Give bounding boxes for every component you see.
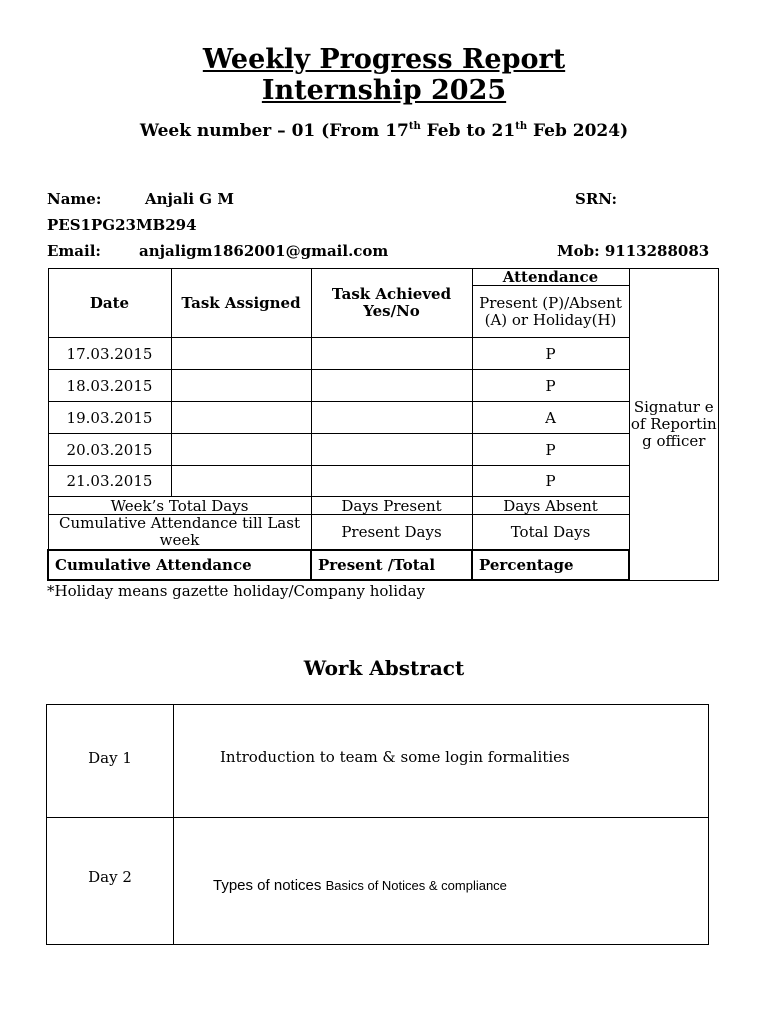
total-days: Total Days bbox=[472, 515, 629, 551]
days-present: Days Present bbox=[311, 497, 472, 515]
header-attendance-sub: Present (P)/Absent (A) or Holiday(H) bbox=[472, 286, 629, 338]
row-status: P bbox=[472, 466, 629, 497]
srn-label: SRN: bbox=[575, 190, 618, 208]
weeks-total-days: Week’s Total Days bbox=[48, 497, 311, 515]
cumulative-attendance: Cumulative Attendance bbox=[48, 550, 311, 580]
email-value: anjaligm1862001@gmail.com bbox=[139, 242, 389, 260]
row-status: A bbox=[472, 402, 629, 434]
table-row bbox=[48, 466, 718, 497]
name-value: Anjali G M bbox=[145, 190, 234, 208]
row-date: 19.03.2015 bbox=[48, 402, 171, 434]
row-date: 17.03.2015 bbox=[48, 338, 171, 370]
header-attendance: Attendance bbox=[472, 269, 629, 286]
mobile-number: Mob: 9113288083 bbox=[557, 242, 710, 260]
work-abstract-title: Work Abstract bbox=[303, 656, 465, 680]
present-days: Present Days bbox=[311, 515, 472, 551]
work-abstract-row bbox=[47, 818, 709, 945]
week-number: Week number – 01 (From 17th Feb to 21th Feb 2024) bbox=[139, 121, 629, 141]
days-absent: Days Absent bbox=[472, 497, 629, 515]
header-task-assigned: Task Assigned bbox=[171, 269, 311, 338]
row-date: 20.03.2015 bbox=[48, 434, 171, 466]
row-status: P bbox=[472, 370, 629, 402]
cumulative-till-last-week: Cumulative Attendance till Last week bbox=[48, 515, 311, 551]
table-row bbox=[48, 402, 718, 434]
report-subtitle: Internship 2025 bbox=[261, 75, 507, 106]
row-date: 21.03.2015 bbox=[48, 466, 171, 497]
email-label: Email: bbox=[47, 242, 101, 260]
srn-value: PES1PG23MB294 bbox=[47, 216, 197, 234]
header-date: Date bbox=[48, 269, 171, 338]
work-abstract-table bbox=[46, 704, 709, 945]
present-total: Present /Total bbox=[311, 550, 472, 580]
work-abstract-row bbox=[47, 705, 709, 818]
holiday-note: *Holiday means gazette holiday/Company holiday bbox=[47, 582, 426, 600]
table-row bbox=[48, 338, 718, 370]
row-date: 18.03.2015 bbox=[48, 370, 171, 402]
day-description: Introduction to team & some login formalities bbox=[174, 705, 709, 818]
percentage: Percentage bbox=[472, 550, 629, 580]
table-row bbox=[48, 370, 718, 402]
header-task-achieved: Task Achieved Yes/No bbox=[311, 269, 472, 338]
name-label: Name: bbox=[47, 190, 102, 208]
table-row bbox=[48, 434, 718, 466]
day-label: Day 1 bbox=[47, 705, 174, 818]
day-label: Day 2 bbox=[47, 818, 174, 945]
day-description: Types of notices Basics of Notices & compliance bbox=[174, 818, 709, 945]
attendance-table bbox=[47, 268, 719, 581]
report-title: Weekly Progress Report bbox=[202, 44, 566, 75]
row-status: P bbox=[472, 434, 629, 466]
signature-cell: Signatur e of Reportin g officer bbox=[629, 269, 718, 581]
row-status: P bbox=[472, 338, 629, 370]
